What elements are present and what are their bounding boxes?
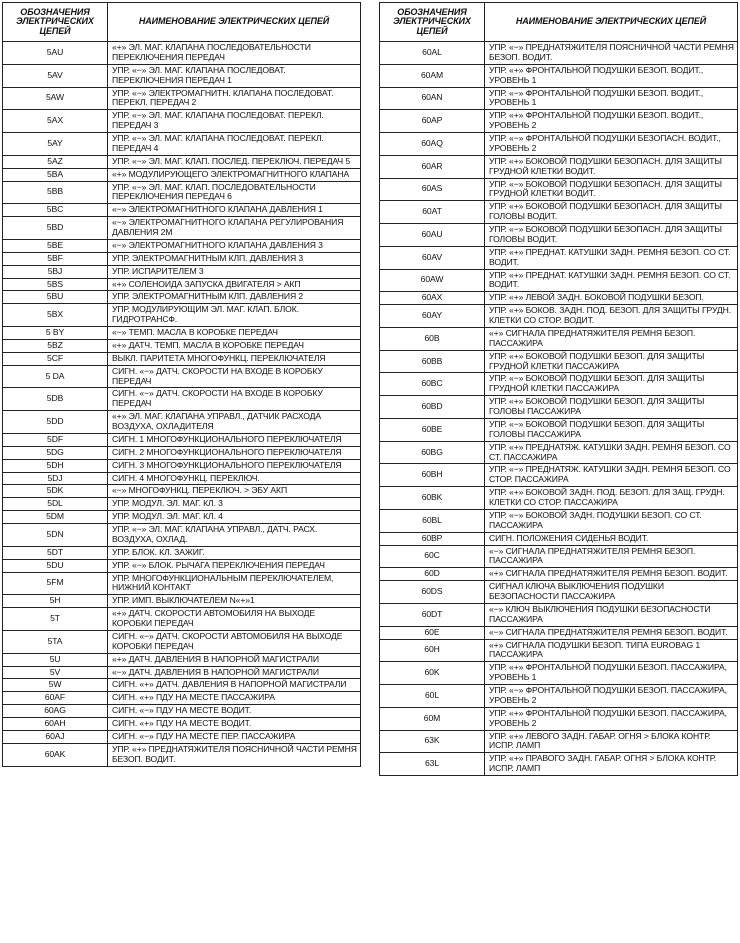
table-row: [3, 110, 361, 133]
table-row: [3, 524, 361, 547]
table-row: [3, 666, 361, 679]
circuit-code: 60DT: [380, 603, 485, 626]
circuit-code: 5BX: [3, 304, 108, 327]
table-row: [3, 730, 361, 743]
circuit-code: 5V: [3, 666, 108, 679]
table-row: [3, 743, 361, 766]
table-row: [380, 201, 738, 224]
circuit-description: УПР. «−» ЭЛ. МАГ. КЛАПАНА УПРАВЛ., ДАТЧ. РАСХ. ВОЗДУХА, ОХЛАД.: [108, 524, 361, 547]
circuit-description: СИГН. «−» ПДУ НА МЕСТЕ ВОДИТ.: [108, 705, 361, 718]
table-row: [3, 572, 361, 595]
table-body-right: [380, 42, 738, 776]
table-row: [3, 653, 361, 666]
circuit-code: 5AY: [3, 133, 108, 156]
circuit-code: 5BF: [3, 252, 108, 265]
circuit-code: 5BC: [3, 204, 108, 217]
table-row: [3, 498, 361, 511]
circuit-code: 60BD: [380, 396, 485, 419]
header-name: НАИМЕНОВАНИЕ ЭЛЕКТРИЧЕСКИХ ЦЕПЕЙ: [485, 3, 738, 42]
circuit-code: 60AX: [380, 292, 485, 305]
table-row: [380, 373, 738, 396]
table-row: [380, 178, 738, 201]
circuit-code: 60BK: [380, 487, 485, 510]
circuit-code: 5DD: [3, 411, 108, 434]
circuit-code: 60AG: [3, 705, 108, 718]
circuit-code: 5DU: [3, 559, 108, 572]
circuit-code: 60AJ: [3, 730, 108, 743]
circuit-description: УПР. «−» ПРЕДНАТЯЖИТЕЛЯ ПОЯСНИЧНОЙ ЧАСТИ РЕМНЯ БЕЗОП. ВОДИТ.: [485, 42, 738, 65]
table-row: [3, 168, 361, 181]
circuit-description: УПР. «−» ЭЛ. МАГ. КЛАП. ПОСЛЕД. ПЕРЕКЛЮЧ. ПЕРЕДАЧ 5: [108, 155, 361, 168]
circuit-description: УПР. «+» ПРЕДНАТЯЖИТЕЛЯ ПОЯСНИЧНОЙ ЧАСТИ РЕМНЯ БЕЗОП. ВОДИТ.: [108, 743, 361, 766]
circuit-description: СИГН. «+» ПДУ НА МЕСТЕ ПАССАЖИРА: [108, 692, 361, 705]
circuit-description: УПР. «−» БЛОК. РЫЧАГА ПЕРЕКЛЮЧЕНИЯ ПЕРЕДАЧ: [108, 559, 361, 572]
circuit-description: УПР. «−» ЭЛ. МАГ. КЛАПАНА ПОСЛЕДОВАТ. ПЕРЕКЛ. ПЕРЕДАЧ 4: [108, 133, 361, 156]
circuit-description: УПР. МНОГОФУНКЦИОНАЛЬНЫМ ПЕРЕКЛЮЧАТЕЛЕМ, НИЖНИЙ КОНТАКТ: [108, 572, 361, 595]
circuit-description: УПР. «+» БОКОВОЙ ПОДУШКИ БЕЗОП. ДЛЯ ЗАЩИТЫ ГРУДНОЙ КЛЕТКИ ПАССАЖИРА: [485, 350, 738, 373]
circuit-description: «+» СОЛЕНОИДА ЗАПУСКА ДВИГАТЕЛЯ > АКП: [108, 278, 361, 291]
table-row: [380, 730, 738, 753]
table-row: [380, 662, 738, 685]
table-row: [3, 559, 361, 572]
circuit-description: УПР. «+» БОКОВОЙ ПОДУШКИ БЕЗОПАСН. ДЛЯ ЗАЩИТЫ ГОЛОВЫ ВОДИТ.: [485, 201, 738, 224]
circuit-code: 5TA: [3, 630, 108, 653]
circuit-description: УПР. «−» ФРОНТАЛЬНОЙ ПОДУШКИ БЕЗОП. ПАССАЖИРА, УРОВЕНЬ 2: [485, 685, 738, 708]
circuit-description: СИГН. «+» ДАТЧ. ДАВЛЕНИЯ В НАПОРНОЙ МАГИСТРАЛИ: [108, 679, 361, 692]
circuit-code: 5AV: [3, 64, 108, 87]
circuit-code: 5BU: [3, 291, 108, 304]
circuit-code: 5BZ: [3, 339, 108, 352]
circuit-code: 60BC: [380, 373, 485, 396]
circuit-code: 60BH: [380, 464, 485, 487]
circuit-description: УПР. МОДУЛ. ЭЛ. МАГ. КЛ. 3: [108, 498, 361, 511]
circuit-code: 5AU: [3, 42, 108, 65]
circuit-description: УПР. «+» БОКОВОЙ ПОДУШКИ БЕЗОП. ДЛЯ ЗАЩИТЫ ГОЛОВЫ ПАССАЖИРА: [485, 396, 738, 419]
circuit-description: СИГН. «−» ДАТЧ. СКОРОСТИ АВТОМОБИЛЯ НА ВЫХОДЕ КОРОБКИ ПЕРЕДАЧ: [108, 630, 361, 653]
circuit-description: УПР. «+» ФРОНТАЛЬНОЙ ПОДУШКИ БЕЗОП. ВОДИТ., УРОВЕНЬ 2: [485, 110, 738, 133]
circuit-code: 5BE: [3, 239, 108, 252]
circuit-description: УПР. «+» ПРЕДНАТ. КАТУШКИ ЗАДН. РЕМНЯ БЕЗОП. СО СТ. ВОДИТ.: [485, 269, 738, 292]
circuit-code: 5DF: [3, 433, 108, 446]
table-row: [3, 692, 361, 705]
circuit-description: УПР. «−» ПРЕДНАТЯЖ. КАТУШКИ ЗАДН. РЕМНЯ БЕЗОП. СО СТОР. ПАССАЖИРА: [485, 464, 738, 487]
circuit-code: 60BG: [380, 441, 485, 464]
table-row: [3, 511, 361, 524]
table-row: [3, 630, 361, 653]
circuit-description: УПР. «−» БОКОВОЙ ПОДУШКИ БЕЗОП. ДЛЯ ЗАЩИТЫ ГРУДНОЙ КЛЕТКИ ПАССАЖИРА: [485, 373, 738, 396]
table-row: [380, 42, 738, 65]
circuit-code: 60AT: [380, 201, 485, 224]
circuit-code: 60AV: [380, 246, 485, 269]
table-row: [380, 685, 738, 708]
table-row: [3, 291, 361, 304]
table-row: [3, 64, 361, 87]
circuit-code: 60AP: [380, 110, 485, 133]
circuit-description: УПР. «+» ПРАВОГО ЗАДН. ГАБАР. ОГНЯ > БЛОКА КОНТР. ИСПР. ЛАМП: [485, 753, 738, 776]
table-row: [3, 133, 361, 156]
circuit-code: 5U: [3, 653, 108, 666]
table-row: [380, 626, 738, 639]
table-row: [380, 396, 738, 419]
circuit-code: 60AM: [380, 64, 485, 87]
circuit-code: 60AW: [380, 269, 485, 292]
circuit-code: 60AY: [380, 305, 485, 328]
circuit-code: 60M: [380, 707, 485, 730]
table-row: [3, 239, 361, 252]
circuit-code: 60L: [380, 685, 485, 708]
circuit-code: 5AX: [3, 110, 108, 133]
circuit-description: «+» СИГНАЛА ПРЕДНАТЯЖИТЕЛЯ РЕМНЯ БЕЗОП. ВОДИТ.: [485, 568, 738, 581]
circuit-description: УПР. ИМП. ВЫКЛЮЧАТЕЛЕМ N«+»1: [108, 595, 361, 608]
circuit-description: СИГН. «−» ДАТЧ. СКОРОСТИ НА ВХОДЕ В КОРОБКУ ПЕРЕДАЧ: [108, 388, 361, 411]
table-row: [3, 204, 361, 217]
circuit-description: УПР. БЛОК. КЛ. ЗАЖИГ.: [108, 546, 361, 559]
circuit-description: «−» ЭЛЕКТРОМАГНИТНОГО КЛАПАНА ДАВЛЕНИЯ 3: [108, 239, 361, 252]
table-header-row: [380, 3, 738, 42]
table-row: [3, 181, 361, 204]
circuit-description: УПР. «+» БОКОВОЙ ПОДУШКИ БЕЗОПАСН. ДЛЯ ЗАЩИТЫ ГРУДНОЙ КЛЕТКИ ВОДИТ.: [485, 155, 738, 178]
table-row: [3, 411, 361, 434]
circuit-description: УПР. «+» БОКОВОЙ ЗАДН. ПОД. БЕЗОП. ДЛЯ ЗАЩ. ГРУДН. КЛЕТКИ СО СТОР. ПАССАЖИРА: [485, 487, 738, 510]
circuit-description: «−» КЛЮЧ ВЫКЛЮЧЕНИЯ ПОДУШКИ БЕЗОПАСНОСТИ ПАССАЖИРА: [485, 603, 738, 626]
circuit-code: 5AW: [3, 87, 108, 110]
circuit-description: УПР. «−» ЭЛ. МАГ. КЛАПАНА ПОСЛЕДОВАТ. ПЕРЕКЛ. ПЕРЕДАЧ 3: [108, 110, 361, 133]
circuit-code: 60AU: [380, 224, 485, 247]
circuit-code: 5T: [3, 608, 108, 631]
table-row: [380, 545, 738, 568]
circuit-description: «+» ЭЛ. МАГ. КЛАПАНА ПОСЛЕДОВАТЕЛЬНОСТИ ПЕРЕКЛЮЧЕНИЯ ПЕРЕДАЧ: [108, 42, 361, 65]
circuit-description: УПР. «+» ЛЕВОГО ЗАДН. ГАБАР. ОГНЯ > БЛОКА КОНТР. ИСПР. ЛАМП: [485, 730, 738, 753]
circuit-description: УПР. «+» ПРЕДНАТ. КАТУШКИ ЗАДН. РЕМНЯ БЕЗОП. СО СТ. ВОДИТ.: [485, 246, 738, 269]
table-row: [3, 365, 361, 388]
circuit-description: УПР. «−» БОКОВОЙ ПОДУШКИ БЕЗОПАСН. ДЛЯ ЗАЩИТЫ ГРУДНОЙ КЛЕТКИ ВОДИТ.: [485, 178, 738, 201]
circuit-code: 5FM: [3, 572, 108, 595]
table-row: [380, 246, 738, 269]
header-name: НАИМЕНОВАНИЕ ЭЛЕКТРИЧЕСКИХ ЦЕПЕЙ: [108, 3, 361, 42]
circuit-code: 60BL: [380, 509, 485, 532]
circuit-description: УПР. «+» БОКОВ. ЗАДН. ПОД. БЕЗОП. ДЛЯ ЗАЩИТЫ ГРУДН. КЛЕТКИ СО СТОР. ВОДИТ.: [485, 305, 738, 328]
table-row: [380, 155, 738, 178]
circuit-description: «−» МНОГОФУНКЦ. ПЕРЕКЛЮЧ. > ЭБУ АКП: [108, 485, 361, 498]
circuit-description: УПР. МОДУЛИРУЮЩИМ ЭЛ. МАГ. КЛАП. БЛОК. ГИДРОТРАНСФ.: [108, 304, 361, 327]
circuit-description: «−» СИГНАЛА ПРЕДНАТЯЖИТЕЛЯ РЕМНЯ БЕЗОП. ВОДИТ.: [485, 626, 738, 639]
circuit-description: «+» МОДУЛИРУЮЩЕГО ЭЛЕКТРОМАГНИТНОГО КЛАПАНА: [108, 168, 361, 181]
table-row: [3, 433, 361, 446]
circuit-code: 60H: [380, 639, 485, 662]
table-row: [3, 42, 361, 65]
circuit-code: 5DM: [3, 511, 108, 524]
circuit-code: 60BB: [380, 350, 485, 373]
table-row: [3, 304, 361, 327]
table-row: [3, 485, 361, 498]
circuit-code: 5BS: [3, 278, 108, 291]
table-row: [380, 327, 738, 350]
circuit-description: УПР. ЭЛЕКТРОМАГНИТНЫМ КЛП. ДАВЛЕНИЯ 3: [108, 252, 361, 265]
table-row: [3, 718, 361, 731]
circuit-code: 5DL: [3, 498, 108, 511]
circuit-code: 60E: [380, 626, 485, 639]
table-row: [3, 472, 361, 485]
table-row: [380, 418, 738, 441]
circuit-description: СИГН. 3 МНОГОФУНКЦИОНАЛЬНОГО ПЕРЕКЛЮЧАТЕЛЯ: [108, 459, 361, 472]
circuit-description: УПР. «+» ФРОНТАЛЬНОЙ ПОДУШКИ БЕЗОП. ПАССАЖИРА, УРОВЕНЬ 1: [485, 662, 738, 685]
table-row: [380, 224, 738, 247]
circuit-code: 60K: [380, 662, 485, 685]
circuit-code: 63L: [380, 753, 485, 776]
circuit-code: 5 BY: [3, 327, 108, 340]
table-row: [380, 350, 738, 373]
circuit-description: УПР. «−» БОКОВОЙ ПОДУШКИ БЕЗОПАСН. ДЛЯ ЗАЩИТЫ ГОЛОВЫ ВОДИТ.: [485, 224, 738, 247]
table-row: [3, 595, 361, 608]
circuit-code: 5DH: [3, 459, 108, 472]
table-body-left: [3, 42, 361, 767]
circuit-description: УПР. «+» ЛЕВОЙ ЗАДН. БОКОВОЙ ПОДУШКИ БЕЗОП.: [485, 292, 738, 305]
circuit-code: 60AK: [3, 743, 108, 766]
table-row: [3, 155, 361, 168]
circuit-description: УПР. «+» ПРЕДНАТЯЖ. КАТУШКИ ЗАДН. РЕМНЯ БЕЗОП. СО СТ. ПАССАЖИРА: [485, 441, 738, 464]
circuit-description: СИГН. «−» ПДУ НА МЕСТЕ ПЕР. ПАССАЖИРА: [108, 730, 361, 743]
table-row: [380, 133, 738, 156]
circuit-code: 60AQ: [380, 133, 485, 156]
circuit-description: УПР. «−» ЭЛ. МАГ. КЛАП. ПОСЛЕДОВАТЕЛЬНОСТИ ПЕРЕКЛЮЧЕНИЯ ПЕРЕДАЧ 6: [108, 181, 361, 204]
table-row: [380, 441, 738, 464]
circuit-description: УПР. «−» ЭЛЕКТРОМАГНИТН. КЛАПАНА ПОСЛЕДОВАТ. ПЕРЕКЛ. ПЕРЕДАЧ 2: [108, 87, 361, 110]
circuit-description: СИГН. 1 МНОГОФУНКЦИОНАЛЬНОГО ПЕРЕКЛЮЧАТЕЛЯ: [108, 433, 361, 446]
table-row: [380, 64, 738, 87]
table-row: [380, 110, 738, 133]
circuit-description: УПР. МОДУЛ. ЭЛ. МАГ. КЛ. 4: [108, 511, 361, 524]
circuit-description: УПР. ЭЛЕКТРОМАГНИТНЫМ КЛП. ДАВЛЕНИЯ 2: [108, 291, 361, 304]
circuit-code: 60BP: [380, 532, 485, 545]
table-row: [3, 459, 361, 472]
table-row: [3, 608, 361, 631]
table-row: [380, 707, 738, 730]
table-row: [380, 639, 738, 662]
circuit-description: «+» ДАТЧ. ТЕМП. МАСЛА В КОРОБКЕ ПЕРЕДАЧ: [108, 339, 361, 352]
table-row: [3, 679, 361, 692]
circuit-description: «−» ЭЛЕКТРОМАГНИТНОГО КЛАПАНА РЕГУЛИРОВАНИЯ ДАВЛЕНИЯ 2М: [108, 217, 361, 240]
circuit-code: 5W: [3, 679, 108, 692]
circuit-description: ВЫКЛ. ПАРИТЕТА МНОГОФУНКЦ. ПЕРЕКЛЮЧАТЕЛЯ: [108, 352, 361, 365]
circuit-description: «+» ЭЛ. МАГ. КЛАПАНА УПРАВЛ., ДАТЧИК РАСХОДА ВОЗДУХА, ОХЛАДИТЕЛЯ: [108, 411, 361, 434]
circuit-description: СИГН. 4 МНОГОФУНКЦ. ПЕРЕКЛЮЧ.: [108, 472, 361, 485]
table-row: [380, 292, 738, 305]
circuit-code: 5BJ: [3, 265, 108, 278]
circuit-description: СИГН. 2 МНОГОФУНКЦИОНАЛЬНОГО ПЕРЕКЛЮЧАТЕЛЯ: [108, 446, 361, 459]
table-row: [3, 327, 361, 340]
circuit-code: 5H: [3, 595, 108, 608]
circuit-code: 60DS: [380, 581, 485, 604]
table-row: [380, 753, 738, 776]
circuit-description: «+» СИГНАЛА ПОДУШКИ БЕЗОП. ТИПА EUROBAG 1 ПАССАЖИРА: [485, 639, 738, 662]
circuit-code: 5DG: [3, 446, 108, 459]
table-row: [3, 217, 361, 240]
table-row: [3, 278, 361, 291]
table-row: [3, 705, 361, 718]
circuit-description: УПР. ИСПАРИТЕЛЕМ 3: [108, 265, 361, 278]
circuit-code: 5BB: [3, 181, 108, 204]
circuit-code: 5BA: [3, 168, 108, 181]
table-row: [3, 87, 361, 110]
circuit-code: 5DT: [3, 546, 108, 559]
circuit-description: УПР. «−» БОКОВОЙ ЗАДН. ПОДУШКИ БЕЗОП. СО СТ. ПАССАЖИРА: [485, 509, 738, 532]
table-row: [380, 568, 738, 581]
circuit-description: УПР. «−» ФРОНТАЛЬНОЙ ПОДУШКИ БЕЗОП. ВОДИТ., УРОВЕНЬ 1: [485, 87, 738, 110]
table-row: [3, 388, 361, 411]
table-row: [3, 546, 361, 559]
circuit-description: «+» ДАТЧ. СКОРОСТИ АВТОМОБИЛЯ НА ВЫХОДЕ КОРОБКИ ПЕРЕДАЧ: [108, 608, 361, 631]
table-row: [3, 252, 361, 265]
table-row: [3, 446, 361, 459]
circuit-description: «−» СИГНАЛА ПРЕДНАТЯЖИТЕЛЯ РЕМНЯ БЕЗОП. ПАССАЖИРА: [485, 545, 738, 568]
table-row: [380, 464, 738, 487]
table-header-row: [3, 3, 361, 42]
circuit-code: 60AF: [3, 692, 108, 705]
circuit-code: 5DJ: [3, 472, 108, 485]
circuit-code: 60BE: [380, 418, 485, 441]
circuit-description: «−» ЭЛЕКТРОМАГНИТНОГО КЛАПАНА ДАВЛЕНИЯ 1: [108, 204, 361, 217]
table-row: [380, 603, 738, 626]
table-row: [380, 305, 738, 328]
circuit-code: 60D: [380, 568, 485, 581]
circuit-description: УПР. «−» БОКОВОЙ ПОДУШКИ БЕЗОП. ДЛЯ ЗАЩИТЫ ГОЛОВЫ ПАССАЖИРА: [485, 418, 738, 441]
circuit-description: «−» ДАТЧ. ДАВЛЕНИЯ В НАПОРНОЙ МАГИСТРАЛИ: [108, 666, 361, 679]
circuit-code: 60AL: [380, 42, 485, 65]
circuit-description: УПР. «−» ФРОНТАЛЬНОЙ ПОДУШКИ БЕЗОПАСН. ВОДИТ., УРОВЕНЬ 2: [485, 133, 738, 156]
circuit-code: 60B: [380, 327, 485, 350]
circuit-code: 5CF: [3, 352, 108, 365]
table-row: [3, 265, 361, 278]
circuit-description: УПР. «+» ФРОНТАЛЬНОЙ ПОДУШКИ БЕЗОП. ВОДИТ., УРОВЕНЬ 1: [485, 64, 738, 87]
circuit-code: 60AN: [380, 87, 485, 110]
circuit-description: СИГН. «+» ПДУ НА МЕСТЕ ВОДИТ.: [108, 718, 361, 731]
header-code: ОБОЗНАЧЕНИЯ ЭЛЕКТРИЧЕСКИХ ЦЕПЕЙ: [380, 3, 485, 42]
circuit-table-right: [379, 2, 738, 776]
table-row: [3, 339, 361, 352]
circuit-code: 5AZ: [3, 155, 108, 168]
circuit-code: 60AS: [380, 178, 485, 201]
table-row: [380, 532, 738, 545]
circuit-description: «−» ТЕМП. МАСЛА В КОРОБКЕ ПЕРЕДАЧ: [108, 327, 361, 340]
circuit-code: 5DB: [3, 388, 108, 411]
circuit-code: 5 DA: [3, 365, 108, 388]
header-code: ОБОЗНАЧЕНИЯ ЭЛЕКТРИЧЕСКИХ ЦЕПЕЙ: [3, 3, 108, 42]
circuit-description: «+» ДАТЧ. ДАВЛЕНИЯ В НАПОРНОЙ МАГИСТРАЛИ: [108, 653, 361, 666]
table-row: [380, 269, 738, 292]
circuit-description: УПР. «+» ФРОНТАЛЬНОЙ ПОДУШКИ БЕЗОП. ПАССАЖИРА, УРОВЕНЬ 2: [485, 707, 738, 730]
circuit-code: 60C: [380, 545, 485, 568]
circuit-description: СИГН. «−» ДАТЧ. СКОРОСТИ НА ВХОДЕ В КОРОБКУ ПЕРЕДАЧ: [108, 365, 361, 388]
table-row: [380, 87, 738, 110]
circuit-description: «+» СИГНАЛА ПРЕДНАТЯЖИТЕЛЯ РЕМНЯ БЕЗОП. ПАССАЖИРА: [485, 327, 738, 350]
table-row: [380, 509, 738, 532]
circuit-description: СИГНАЛ КЛЮЧА ВЫКЛЮЧЕНИЯ ПОДУШКИ БЕЗОПАСНОСТИ ПАССАЖИРА: [485, 581, 738, 604]
circuit-code: 5DK: [3, 485, 108, 498]
circuit-code: 63K: [380, 730, 485, 753]
circuit-description: СИГН. ПОЛОЖЕНИЯ СИДЕНЬЯ ВОДИТ.: [485, 532, 738, 545]
circuit-code: 60AR: [380, 155, 485, 178]
circuit-code: 5DN: [3, 524, 108, 547]
circuit-table-left: [2, 2, 361, 767]
circuit-description: УПР. «−» ЭЛ. МАГ. КЛАПАНА ПОСЛЕДОВАТ. ПЕРЕКЛЮЧЕНИЯ ПЕРЕДАЧ 1: [108, 64, 361, 87]
table-row: [380, 581, 738, 604]
circuit-code: 5BD: [3, 217, 108, 240]
table-row: [3, 352, 361, 365]
circuit-code: 60AH: [3, 718, 108, 731]
table-row: [380, 487, 738, 510]
